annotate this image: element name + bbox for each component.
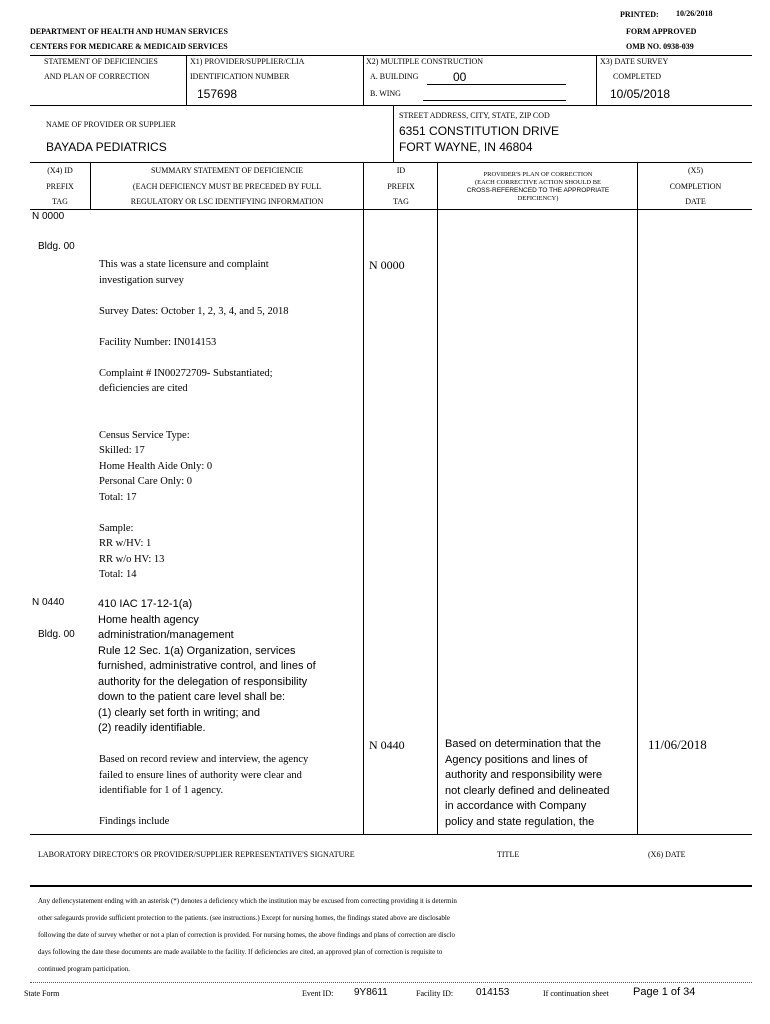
census-line-3: Home Health Aide Only: 0	[99, 460, 213, 472]
sample-line-1: Sample:	[99, 522, 134, 534]
disclaimer	[38, 893, 457, 978]
findings-text	[99, 752, 308, 830]
regulation-text	[98, 597, 316, 737]
plan-line-3: authority and responsibility were	[445, 769, 603, 781]
x1-label-1: X1) PROVIDER/SUPPLIER/CLIA	[190, 57, 305, 66]
x5-header-3: DATE	[685, 197, 706, 206]
state-form-label: State Form	[24, 989, 60, 998]
building-tag-2: Bldg. 00	[38, 629, 75, 640]
x1-label-2: IDENTIFICATION NUMBER	[190, 72, 290, 81]
form-approved: FORM APPROVED	[626, 27, 697, 36]
facility-number: Facility Number: IN014153	[99, 336, 217, 348]
plan-line-4: not clearly defined and delineated	[445, 784, 610, 797]
sample-line-3: RR w/o HV: 13	[99, 553, 165, 565]
x4-header-1: (X4) ID	[47, 166, 73, 175]
rule-line-1: 410 IAC 17-12-1(a)	[98, 598, 193, 610]
rule-line-3: administration/management	[98, 629, 234, 641]
rule-line-5: furnished, administrative control, and lines of	[98, 660, 316, 672]
provider-name: BAYADA PEDIATRICS	[46, 140, 167, 154]
x3-label-2: COMPLETED	[613, 72, 661, 81]
wing-label: B. WING	[370, 89, 401, 98]
disclaimer-line-5: continued program participation.	[38, 965, 130, 973]
signature-label: LABORATORY DIRECTOR'S OR PROVIDER/SUPPLIER REPRESENTATIVE'S SIGNATURE	[38, 850, 355, 859]
plan-of-correction-text	[445, 737, 610, 830]
x6-date-label: (X6) DATE	[648, 850, 686, 859]
rule-line-9: (2) readily identifiable.	[98, 722, 206, 734]
rule-line-2: Home health agency	[98, 613, 199, 626]
x2-label: X2) MULTIPLE CONSTRUCTION	[366, 57, 484, 66]
event-id-value: 9Y8611	[354, 987, 388, 998]
id-tag-1: N 0000	[369, 258, 405, 272]
x4-header-3: TAG	[52, 197, 68, 206]
address-label: STREET ADDRESS, CITY, STATE, ZIP COD	[399, 111, 550, 120]
rule-line-4: Rule 12 Sec. 1(a) Organization, services	[98, 644, 296, 657]
id-header-2: PREFIX	[387, 182, 415, 191]
plan-header-3: CROSS-REFERENCED TO THE APPROPRIATE	[466, 187, 610, 194]
findings-include: Findings include	[99, 816, 170, 827]
disclaimer-line-4: days following the date these documents are made available to the facility. If deficiencies are cited, an approved plan of correction is requisite to	[38, 948, 443, 956]
event-id-label: Event ID:	[302, 989, 334, 998]
id-tag-2: N 0440	[369, 738, 405, 752]
survey-dates: Survey Dates: October 1, 2, 3, 4, and 5, 2018	[99, 305, 289, 317]
plan-line-1: Based on determination that the	[445, 738, 601, 750]
disclaimer-line-3: following the date of survey whether or not a plan of correction is provided. For nursing homes, the above findings and plans of correction are disclo	[38, 931, 455, 939]
provider-name-label: NAME OF PROVIDER OR SUPPLIER	[46, 120, 176, 129]
address-line-1: 6351 CONSTITUTION DRIVE	[399, 124, 560, 138]
statement-label-1: STATEMENT OF DEFICIENCIES	[44, 57, 158, 66]
finding-line-2: failed to ensure lines of authority were clear and	[99, 769, 302, 781]
prefix-tag-2: N 0440	[32, 597, 65, 608]
plan-line-5: in accordance with Company	[445, 800, 587, 812]
finding-line-3: identifiable for 1 of 1 agency.	[99, 785, 224, 796]
census-line-2: Skilled: 17	[99, 445, 145, 456]
complaint-line-1: Complaint # IN00272709- Substantiated;	[99, 367, 273, 379]
census-line-4: Personal Care Only: 0	[99, 476, 193, 487]
summary-text-1	[99, 257, 289, 583]
address-line-2: FORT WAYNE, IN 46804	[399, 140, 533, 154]
disclaimer-line-1: Any defiencystatement ending with an asterisk (*) denotes a deficiency which the institution may be excused from correcting providing it is determin	[38, 897, 457, 905]
id-header-1: ID	[396, 166, 406, 175]
plan-line-2: Agency positions and lines of	[445, 753, 588, 766]
plan-header-1: PROVIDER'S PLAN OF CORRECTION	[483, 171, 593, 178]
printed-date: 10/26/2018	[676, 9, 713, 18]
x5-header-1: (X5)	[687, 166, 704, 175]
building-tag-1: Bldg. 00	[38, 241, 75, 252]
prefix-tag-1: N 0000	[32, 211, 65, 222]
census-line-1: Census Service Type:	[99, 429, 190, 441]
facility-id-label: Facility ID:	[416, 989, 454, 998]
rule-line-6: authority for the delegation of responsibility	[98, 675, 308, 688]
rule-line-7: down to the patient care level shall be:	[98, 691, 286, 703]
sample-line-4: Total: 14	[99, 569, 137, 580]
summary-header-1: SUMMARY STATEMENT OF DEFICIENCIE	[150, 166, 304, 175]
intro-line-2: investigation survey	[99, 274, 184, 286]
x5-header-2: COMPLETION	[669, 182, 722, 191]
plan-line-6: policy and state regulation, the	[445, 815, 595, 828]
x4-header-2: PREFIX	[46, 182, 74, 191]
cms-title: CENTERS FOR MEDICARE & MEDICAID SERVICES	[30, 42, 228, 51]
summary-header-3: REGULATORY OR LSC IDENTIFYING INFORMATION	[130, 197, 324, 206]
survey-completed-date: 10/05/2018	[610, 87, 671, 101]
plan-header-2: (EACH CORRECTIVE ACTION SHOULD BE	[474, 179, 602, 186]
completion-date: 11/06/2018	[648, 737, 707, 752]
plan-header-4: DEFICIENCY)	[517, 195, 559, 202]
sample-line-2: RR w/HV: 1	[99, 538, 152, 549]
department-title: DEPARTMENT OF HEALTH AND HUMAN SERVICES	[30, 27, 228, 36]
intro-line-1: This was a state licensure and complaint	[99, 259, 269, 270]
provider-id-value: 157698	[197, 87, 238, 101]
statement-label-2: AND PLAN OF CORRECTION	[44, 72, 150, 81]
x3-label-1: X3) DATE SURVEY	[600, 57, 669, 66]
rule-line-8: (1) clearly set forth in writing; and	[98, 706, 261, 719]
summary-header-2: (EACH DEFICIENCY MUST BE PRECEDED BY FULL	[132, 182, 322, 191]
omb-number: OMB NO. 0938-039	[626, 42, 694, 51]
census-line-5: Total: 17	[99, 491, 137, 503]
finding-line-1: Based on record review and interview, the agency	[99, 754, 309, 765]
disclaimer-line-2: other safegaurds provide sufficient protection to the patients. (see instructions.) Except for nursing homes, the findings stated above are disclosable	[38, 914, 450, 922]
facility-id-value: 014153	[476, 987, 510, 998]
printed-label: PRINTED:	[620, 10, 659, 19]
building-value: 00	[453, 70, 467, 84]
title-label: TITLE	[497, 850, 520, 859]
building-label: A. BUILDING	[370, 72, 419, 81]
page-number: Page 1 of 34	[633, 986, 696, 998]
continuation-label: If continuation sheet	[543, 989, 609, 998]
complaint-line-2: deficiencies are cited	[99, 383, 188, 394]
id-header-3: TAG	[393, 197, 409, 206]
